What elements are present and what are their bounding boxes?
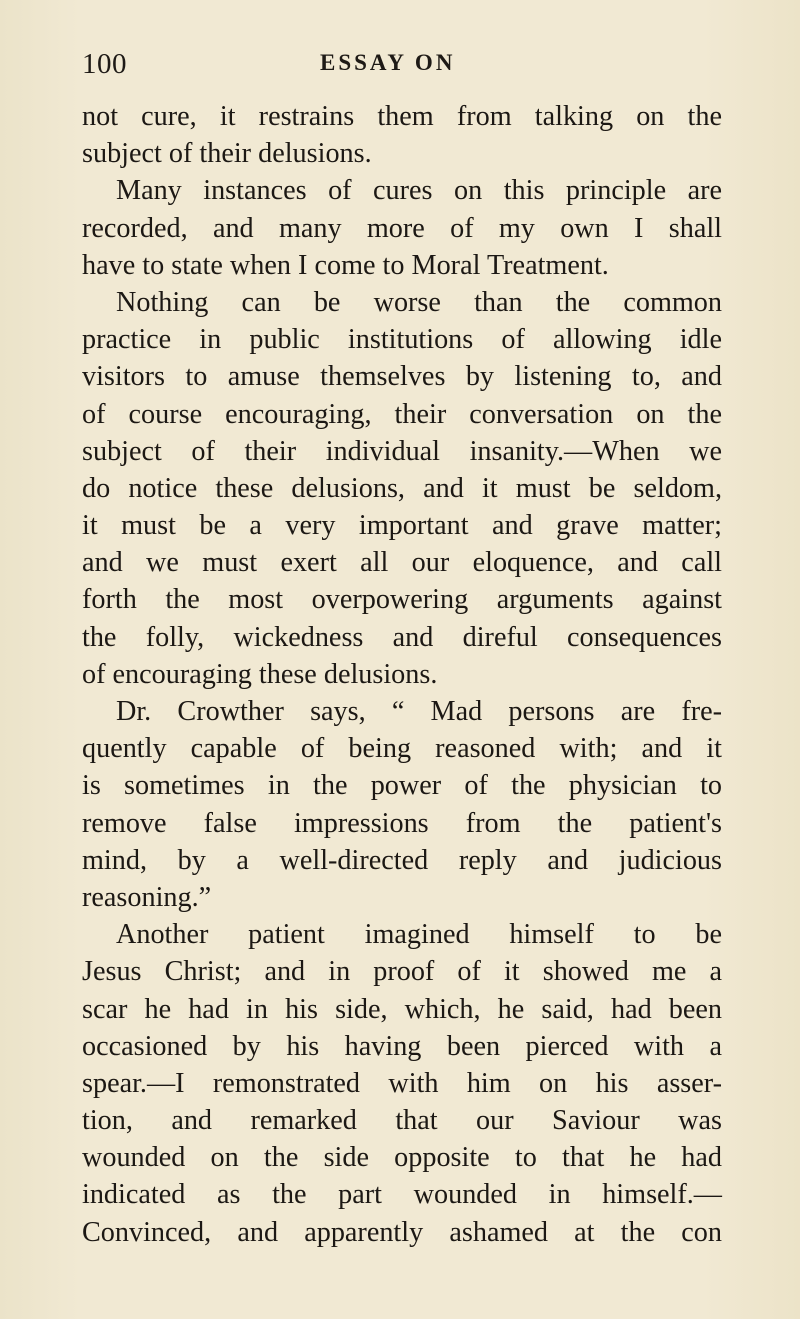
text-line: of encouraging these delusions. bbox=[82, 658, 438, 690]
text-line: forth the most overpowering arguments against bbox=[82, 584, 722, 616]
text-line: remove false impressions from the patient's bbox=[82, 807, 722, 839]
text-line: practice in public institutions of allowing idle bbox=[82, 324, 722, 356]
text-line: reasoning.” bbox=[82, 881, 212, 913]
text-line: Another patient imagined himself to be bbox=[116, 919, 722, 951]
text-line: have to state when I come to Moral Treatment. bbox=[82, 249, 609, 281]
text-line: the folly, wickedness and direful consequences bbox=[82, 621, 722, 653]
text-line: and we must exert all our eloquence, and call bbox=[82, 547, 722, 579]
text-line: is sometimes in the power of the physician to bbox=[82, 770, 722, 802]
text-line: do notice these delusions, and it must be seldom, bbox=[82, 472, 722, 504]
text-line: spear.—I remonstrated with him on his asser- bbox=[82, 1067, 722, 1099]
text-line: visitors to amuse themselves by listening to, and bbox=[82, 361, 722, 393]
text-line: tion, and remarked that our Saviour was bbox=[82, 1105, 722, 1137]
text-line: mind, by a well-directed reply and judicious bbox=[82, 844, 722, 876]
page-number: 100 bbox=[82, 48, 127, 80]
text-line: subject of their delusions. bbox=[82, 138, 372, 170]
text-line: indicated as the part wounded in himself.— bbox=[82, 1179, 722, 1211]
body-text bbox=[82, 98, 722, 1251]
text-line: occasioned by his having been pierced with a bbox=[82, 1030, 722, 1062]
text-line: recorded, and many more of my own I shall bbox=[82, 212, 722, 244]
text-line: it must be a very important and grave matter; bbox=[82, 510, 722, 542]
text-line: Dr. Crowther says, “ Mad persons are fre- bbox=[116, 696, 722, 727]
text-line: scar he had in his side, which, he said, had been bbox=[82, 993, 722, 1025]
text-line: Nothing can be worse than the common bbox=[116, 286, 722, 318]
text-line: of course encouraging, their conversation on the bbox=[82, 398, 722, 430]
text-line: subject of their individual insanity.—When we bbox=[82, 435, 722, 467]
page-header bbox=[82, 48, 722, 88]
text-line: quently capable of being reasoned with; and it bbox=[82, 733, 722, 765]
running-head: ESSAY ON bbox=[320, 50, 456, 75]
text-line: wounded on the side opposite to that he had bbox=[82, 1142, 722, 1174]
text-line: Many instances of cures on this principle are bbox=[116, 175, 722, 207]
text-line: Jesus Christ; and in proof of it showed me a bbox=[82, 956, 722, 988]
text-line: not cure, it restrains them from talking on the bbox=[82, 101, 722, 132]
text-line: Convinced, and apparently ashamed at the con bbox=[82, 1216, 722, 1248]
